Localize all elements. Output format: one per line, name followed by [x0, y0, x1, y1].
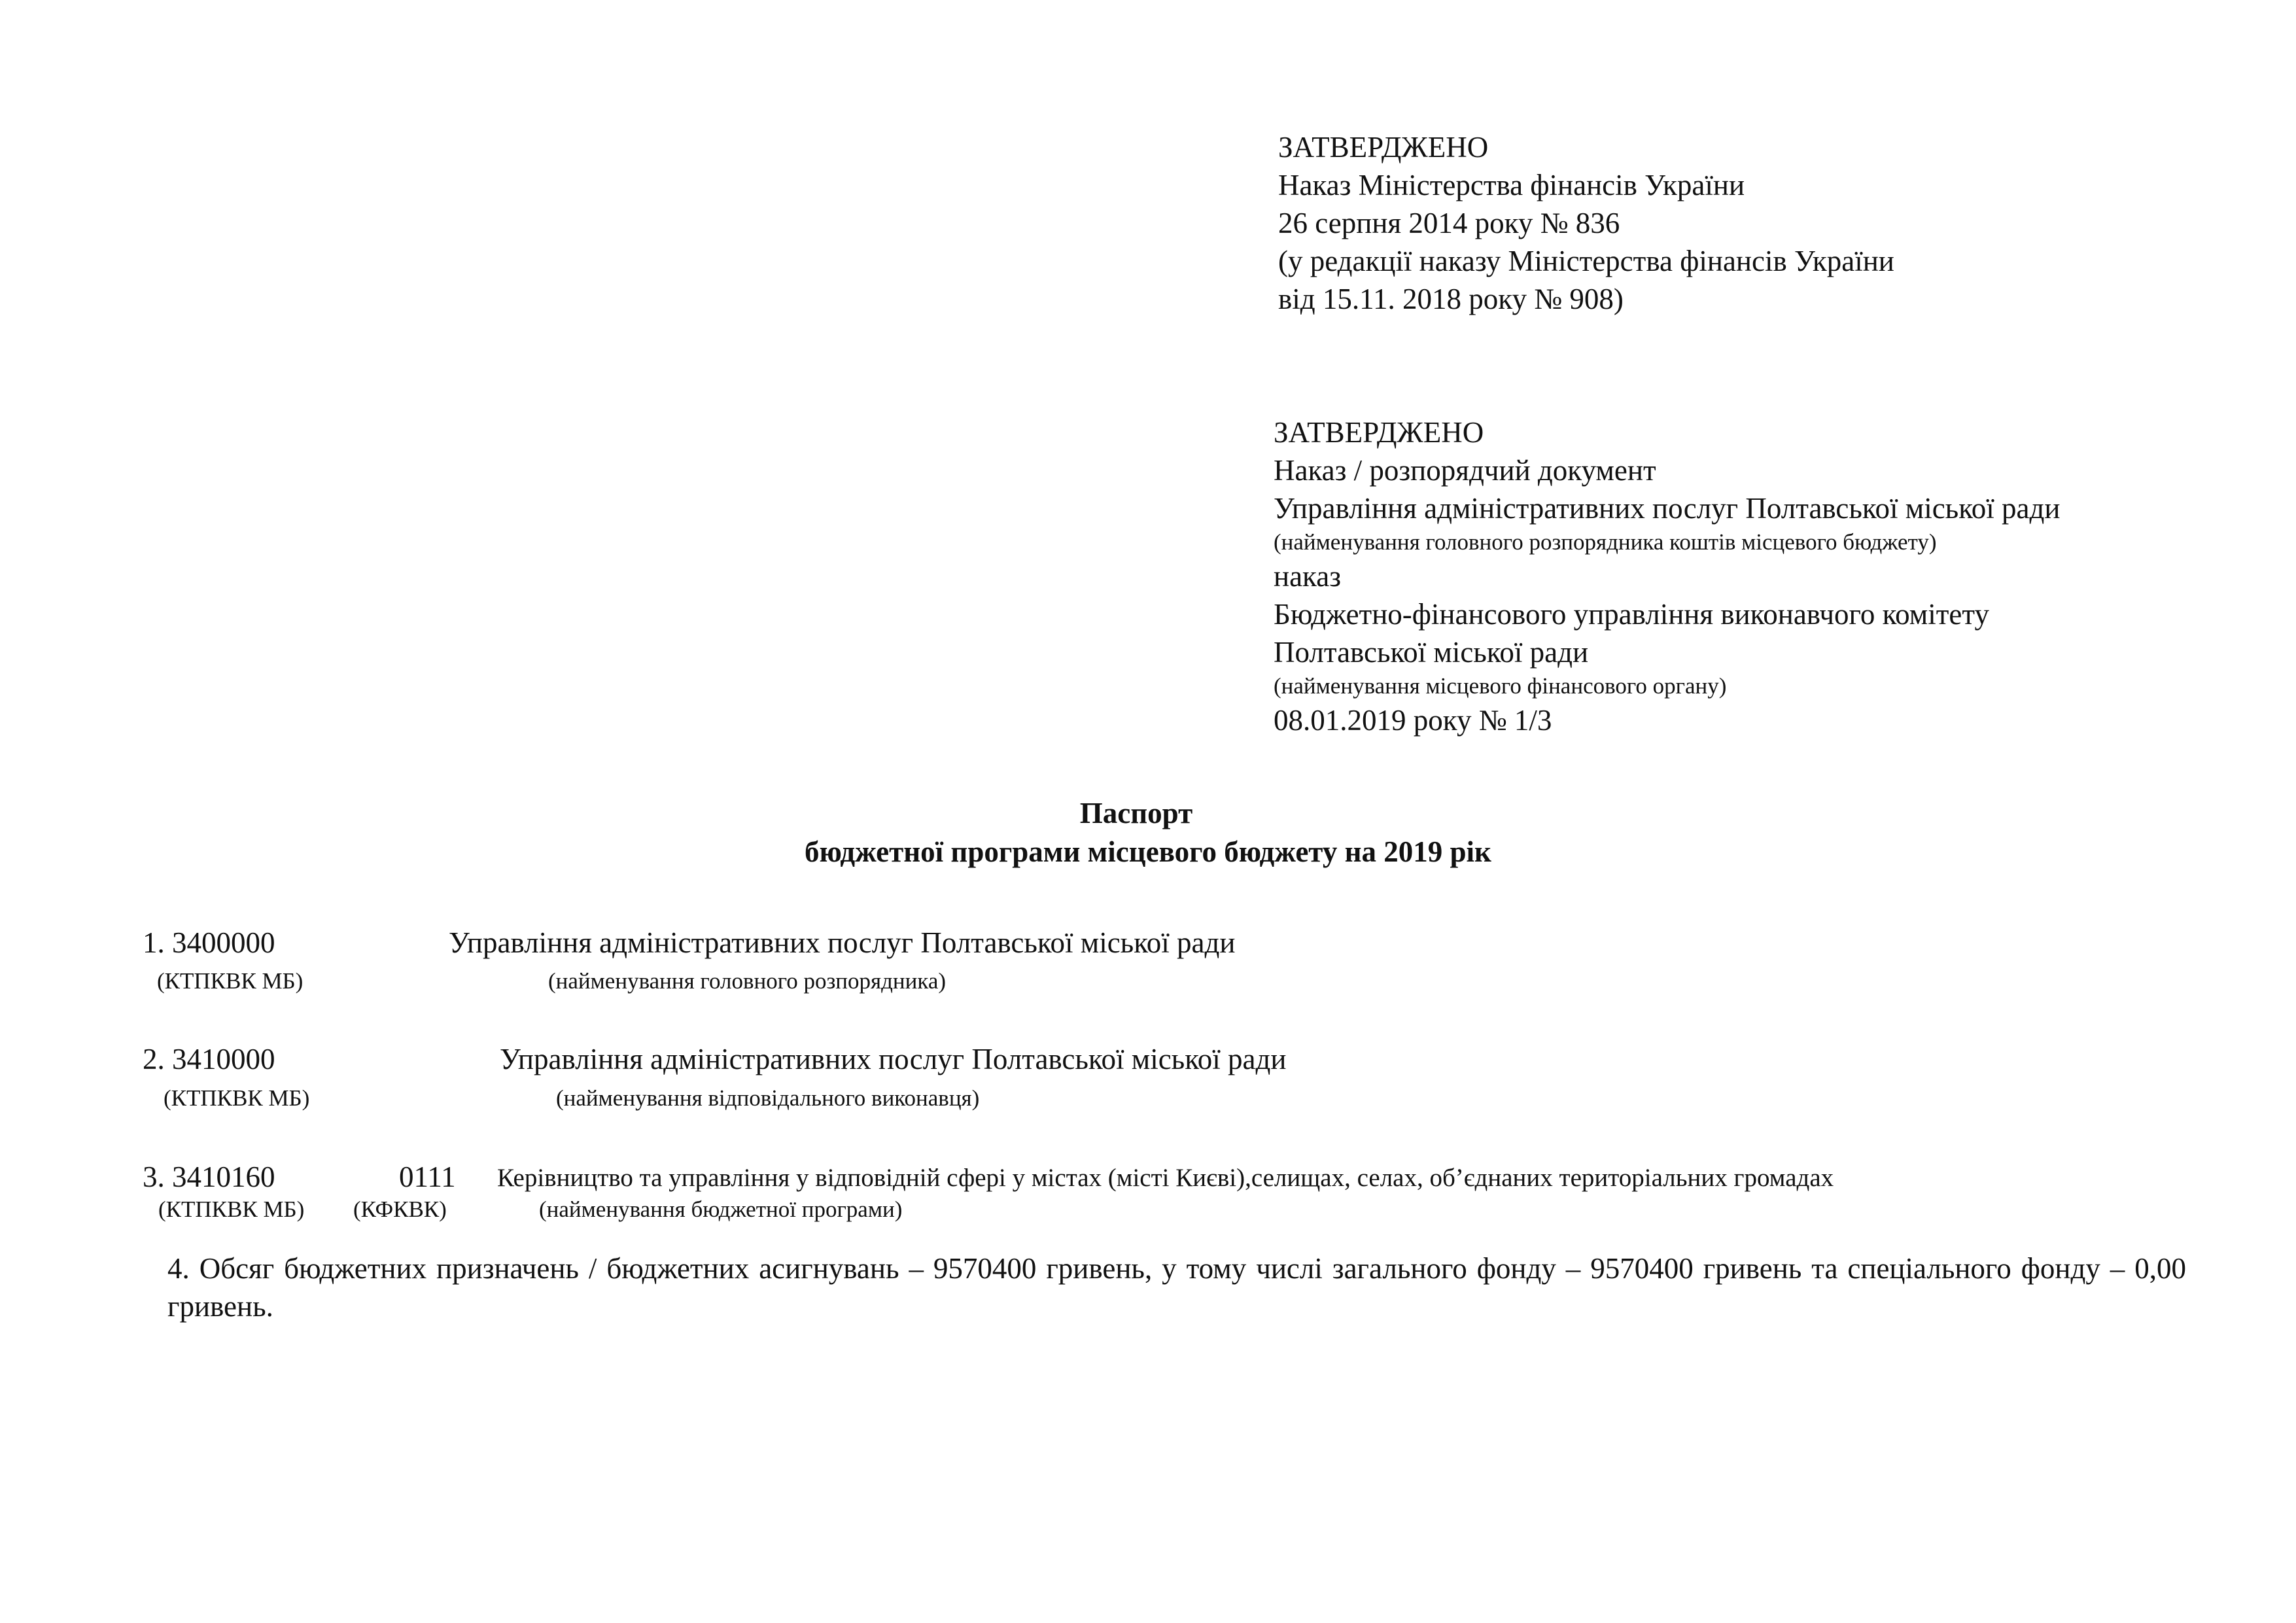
item3-name-label: (найменування бюджетної програми): [539, 1196, 903, 1222]
item3-number: 3. 3410160: [143, 1161, 275, 1193]
item2-number: 2. 3410000: [143, 1043, 275, 1075]
item3-kfkvk-label: (КФКВК): [353, 1196, 447, 1222]
approval-line: від 15.11. 2018 року № 908): [1278, 283, 1624, 315]
document-subtitle: бюджетної програми місцевого бюджету на 2019 рік: [805, 835, 1491, 868]
approval-local-block: [1274, 413, 2060, 739]
item2-name-label: (найменування відповідального виконавця): [556, 1085, 980, 1111]
approval-line: наказ: [1274, 560, 1341, 593]
approval-note: (найменування головного розпорядника коштів місцевого бюджету): [1274, 529, 1937, 555]
approval-line: Полтавської міської ради: [1274, 636, 1589, 669]
item3-name: Керівництво та управління у відповідній сфері у містах (місті Києві),селищах, селах, об’єднаних територіальних громадах: [497, 1164, 1834, 1192]
approval-heading: ЗАТВЕРДЖЕНО: [1274, 416, 1484, 449]
approval-note: (найменування місцевого фінансового органу): [1274, 673, 1727, 699]
item2-name: Управління адміністративних послуг Полтавської міської ради: [500, 1043, 1287, 1075]
item3-kfkvk: 0111: [399, 1161, 456, 1193]
approval-line: Управління адміністративних послуг Полтавської міської ради: [1274, 492, 2061, 525]
document-title: Паспорт: [1079, 797, 1193, 829]
item1-number: 1. 3400000: [143, 926, 275, 959]
approval-ministry-block: [1278, 128, 1894, 318]
approval-heading: ЗАТВЕРДЖЕНО: [1278, 131, 1489, 164]
item2-code-label: (КТПКВК МБ): [164, 1085, 310, 1111]
approval-line: Наказ / розпорядчий документ: [1274, 454, 1656, 487]
item1-code-label: (КТПКВК МБ): [157, 968, 304, 994]
approval-line: 26 серпня 2014 року № 836: [1278, 207, 1620, 239]
approval-line: (у редакції наказу Міністерства фінансів України: [1278, 245, 1894, 277]
item4-paragraph: 4. Обсяг бюджетних призначень / бюджетних асигнувань – 9570400 гривень, у тому числі загального фонду – 9570400 гривень та спеціального фонду – 0,00 гривень.: [167, 1252, 2186, 1323]
item1-name: Управління адміністративних послуг Полтавської міської ради: [449, 926, 1236, 959]
item3-code-label: (КТПКВК МБ): [158, 1196, 305, 1222]
approval-line: Наказ Міністерства фінансів України: [1278, 169, 1745, 201]
approval-line: 08.01.2019 року № 1/3: [1274, 704, 1552, 737]
item1-name-label: (найменування головного розпорядника): [548, 968, 947, 994]
approval-line: Бюджетно-фінансового управління виконавчого комітету: [1274, 598, 1989, 631]
